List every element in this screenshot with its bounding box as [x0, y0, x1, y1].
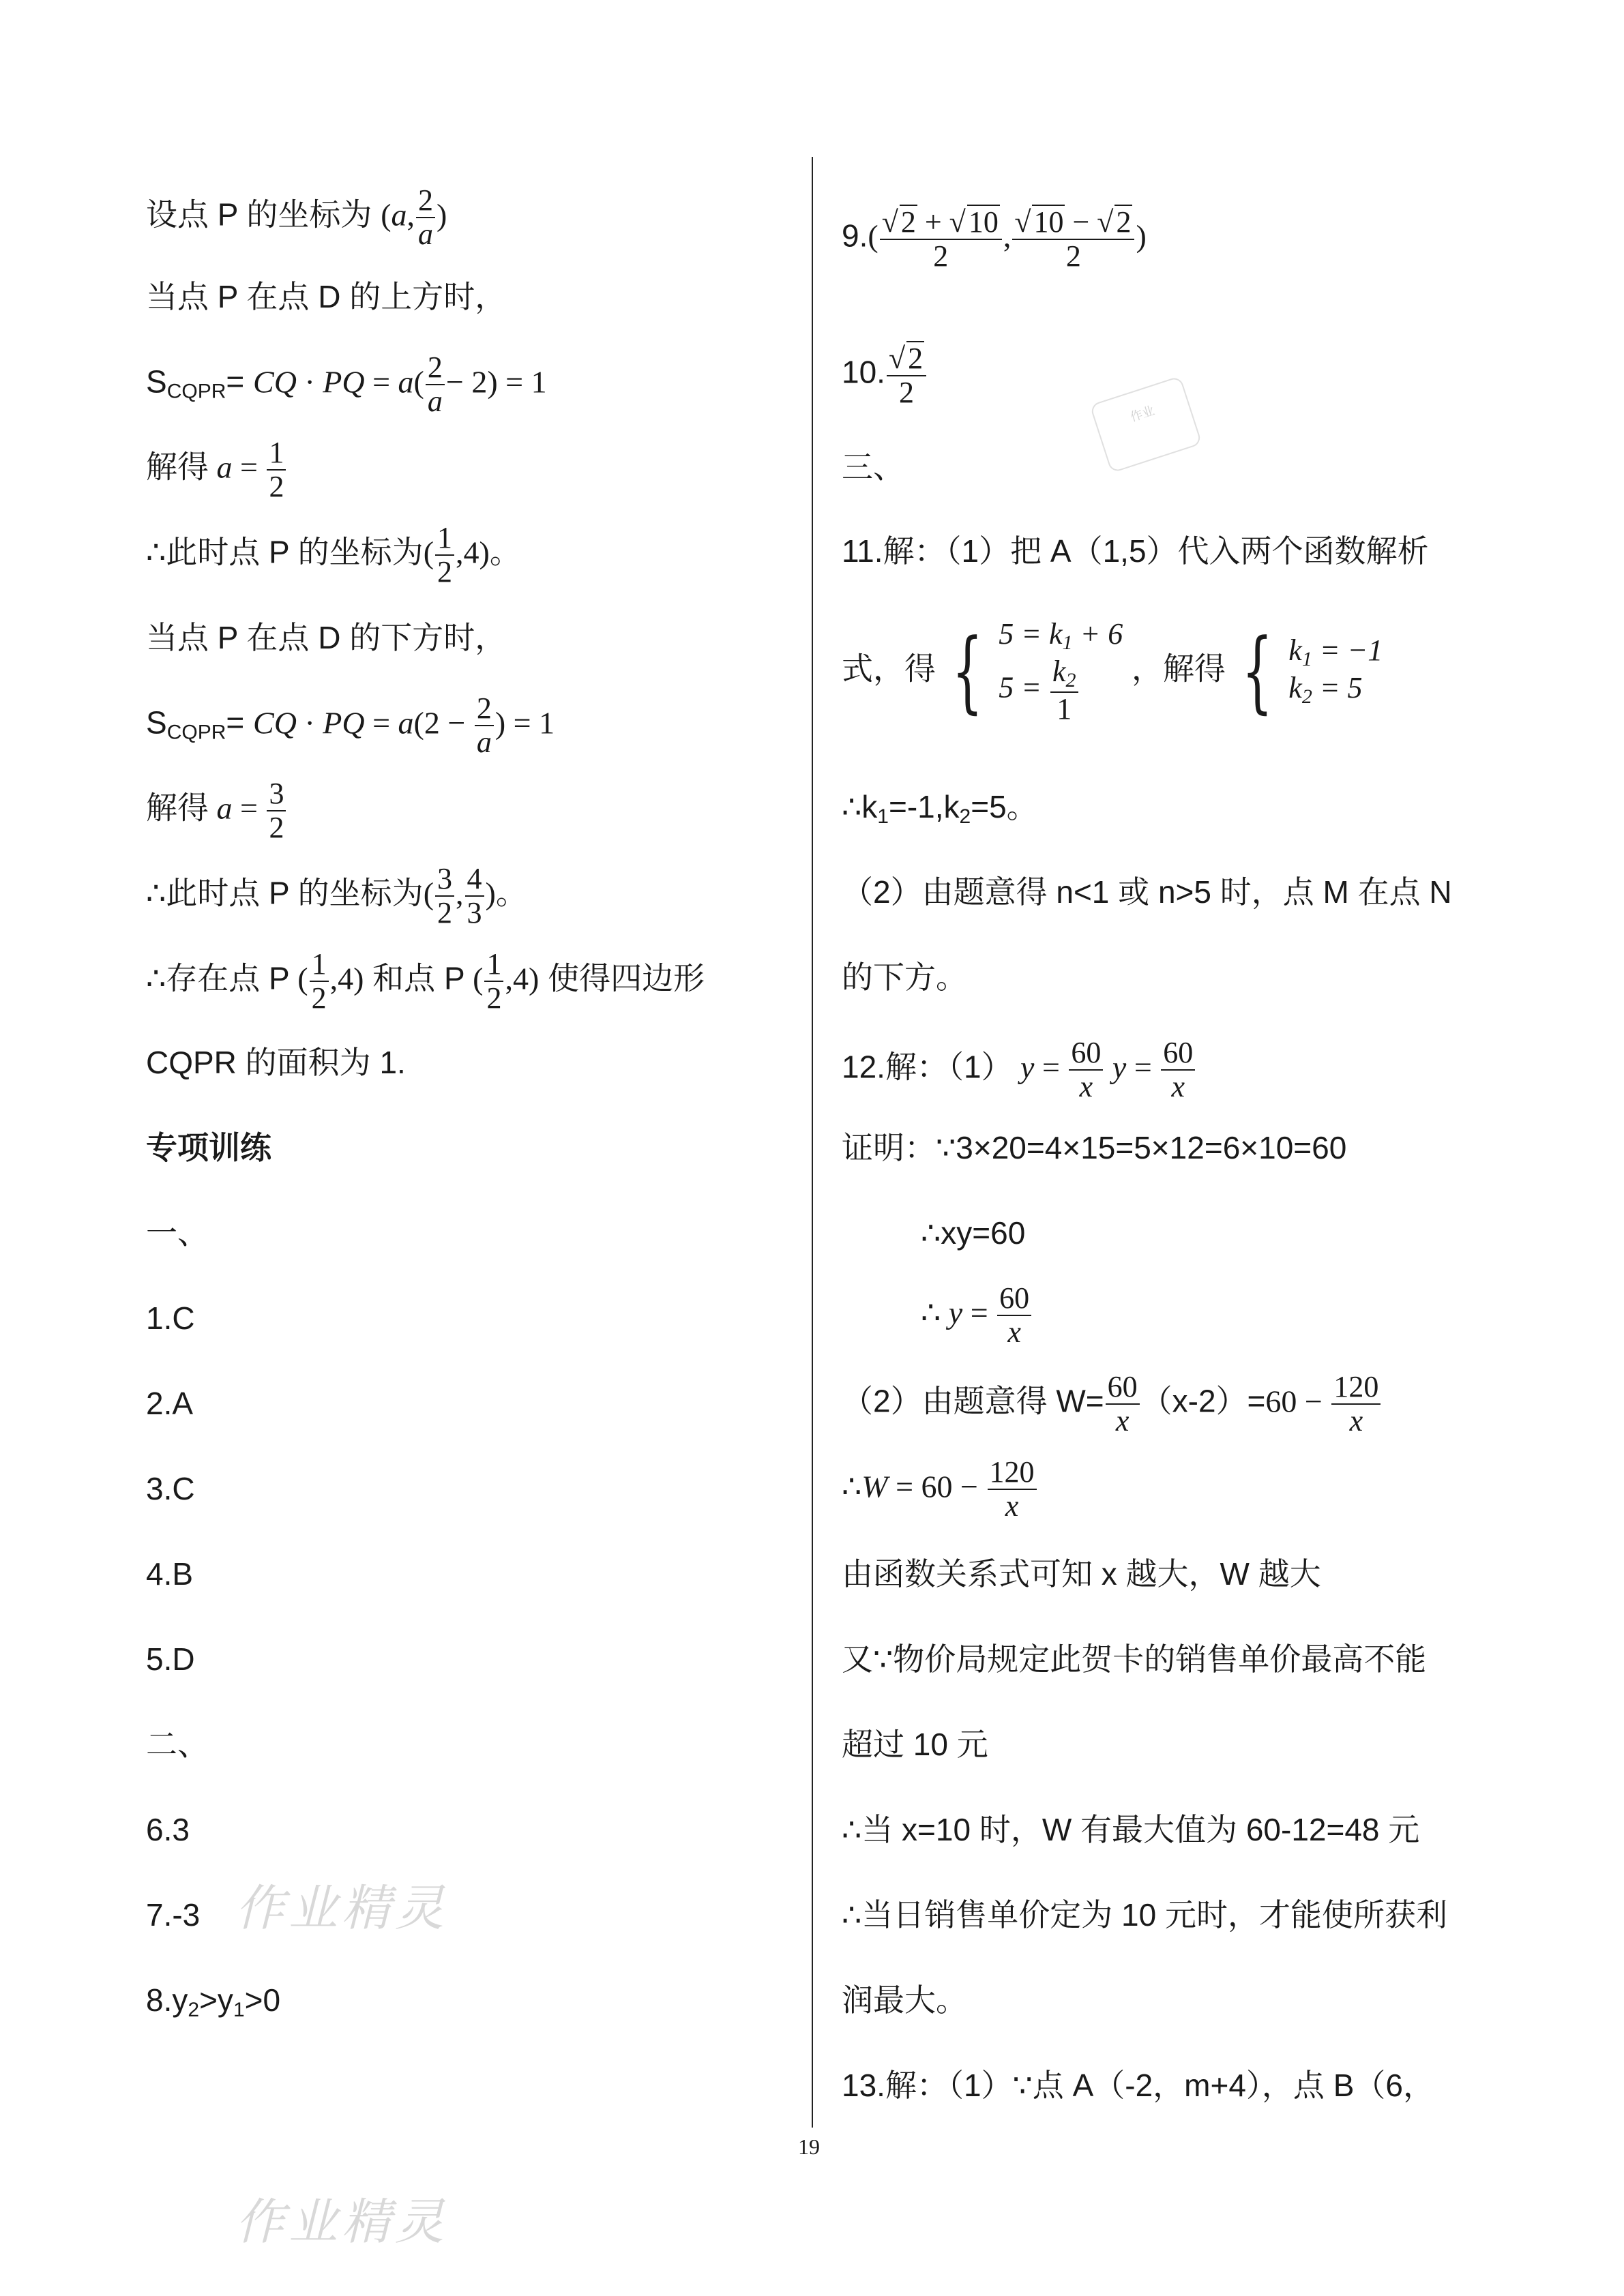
q12-c5: ∴当日销售单价定为 10 元时，才能使所获利 — [842, 1897, 1447, 1933]
q12-c4: ∴当 x=10 时，W 有最大值为 60-12=48 元 — [842, 1812, 1420, 1847]
q12-part2: （2）由题意得 W= $\frac{60}{x}$ （x-2）=60 − $\frac{120}{x}$ — [842, 1371, 1382, 1437]
q12-c1: 由函数关系式可知 x 越大，W 越大 — [842, 1556, 1321, 1592]
q11-result: $\therefore k_1=-1,k_2=5$。 — [842, 789, 1038, 828]
answer-1: 1.C — [146, 1300, 195, 1336]
q12-c3: 超过 10 元 — [842, 1727, 988, 1762]
q11-part2-b: 的下方。 — [842, 959, 967, 995]
line-point-p-result-1: ∴此时点 P 的坐标为( $\frac{1}{2}$ ,4)。 — [146, 521, 521, 588]
q11-system: 式，得 { $5 = k_1 + 6$ 5 = $\frac{k_2}{1}$ ，解得 { $k_1 = -1$ $k_2 = 5$ — [842, 617, 1383, 726]
q12-y-eq: ∴ y = $\frac{60}{x}$ — [921, 1282, 1033, 1348]
q12-proof: 证明：∵3×20=4×15=5×12=6×10=60 — [842, 1130, 1347, 1165]
column-divider — [812, 157, 813, 2128]
section-two-label: 二、 — [146, 1727, 209, 1762]
line-below-d: 当点 P 在点 D 的下方时， — [146, 620, 507, 655]
watermark-2: 作业精灵 — [235, 2193, 449, 2250]
line-solve-a-1: 解得 a = $\frac{1}{2}$ — [146, 436, 287, 503]
q13-intro: 13.解：（1）∵点 A（-2，m+4），点 B（6， — [842, 2068, 1434, 2103]
line-point-p-result-2: ∴此时点 P 的坐标为( $\frac{3}{2}$ , $\frac{4}{3}$ )。 — [146, 862, 527, 929]
section-heading: 专项训练 — [146, 1130, 271, 1165]
answer-2: 2.A — [146, 1386, 194, 1421]
line-point-p-coord: 设点 P 的坐标为 (a, $\frac{2}{a}$ ) — [146, 183, 447, 251]
line-above-d: 当点 P 在点 D 的上方时， — [146, 279, 507, 314]
watermark-1: 作业精灵 — [235, 1879, 449, 1937]
line-solve-a-2: 解得 a = $\frac{3}{2}$ — [146, 777, 287, 844]
answer-3: 3.C — [146, 1471, 195, 1506]
answer-4: 4.B — [146, 1556, 194, 1592]
section-three-label: 三、 — [842, 449, 904, 485]
q12-c2: 又∵物价局规定此贺卡的销售单价最高不能 — [842, 1641, 1427, 1677]
q12-xy: ∴xy=60 — [921, 1215, 1026, 1251]
section-one-label: 一、 — [146, 1215, 209, 1251]
answer-8: $8.y_2>y_1>0$ — [146, 1982, 281, 2021]
line-area-eq-2: $S_{CQPR}=$ CQ · PQ = a(2 − $\frac{2}{a}$ ) = 1 — [146, 691, 555, 759]
stamp-logo: 作业 — [1089, 376, 1202, 473]
answer-7: 7.-3 — [146, 1897, 201, 1933]
answer-6: 6.3 — [146, 1812, 190, 1847]
answer-5: 5.D — [146, 1641, 195, 1677]
answer-9: 9.( $\frac{√2 + √10}{2}$ , $\frac{√10 - √2}{2}$ ) — [842, 205, 1147, 273]
q11-part2-a: （2）由题意得 n<1 或 n>5 时，点 M 在点 N — [842, 874, 1452, 910]
q12-w-eq: ∴W = 60 − $\frac{120}{x}$ — [842, 1456, 1038, 1522]
answer-10: 10. $\frac{√2}{2}$ — [842, 341, 928, 408]
line-conclusion: ∴存在点 P ( $\frac{1}{2}$ ,4) 和点 P ( $\frac{1}{2}$ ,4) 使得四边形 — [146, 947, 705, 1015]
q12-part1: 12.解：（1） y = $\frac{60}{x}$ y = $\frac{60}{x}$ — [842, 1037, 1196, 1103]
q12-c6: 润最大。 — [842, 1982, 967, 2018]
q11-intro: 11.解：（1）把 A（1,5）代入两个函数解析 — [842, 533, 1429, 569]
page-number: 19 — [798, 2134, 820, 2159]
line-area-one: CQPR 的面积为 1. — [146, 1045, 406, 1080]
line-area-eq-1: $S_{CQPR}=$ CQ · PQ = a( $\frac{2}{a}$ − 2) = 1 — [146, 351, 547, 418]
